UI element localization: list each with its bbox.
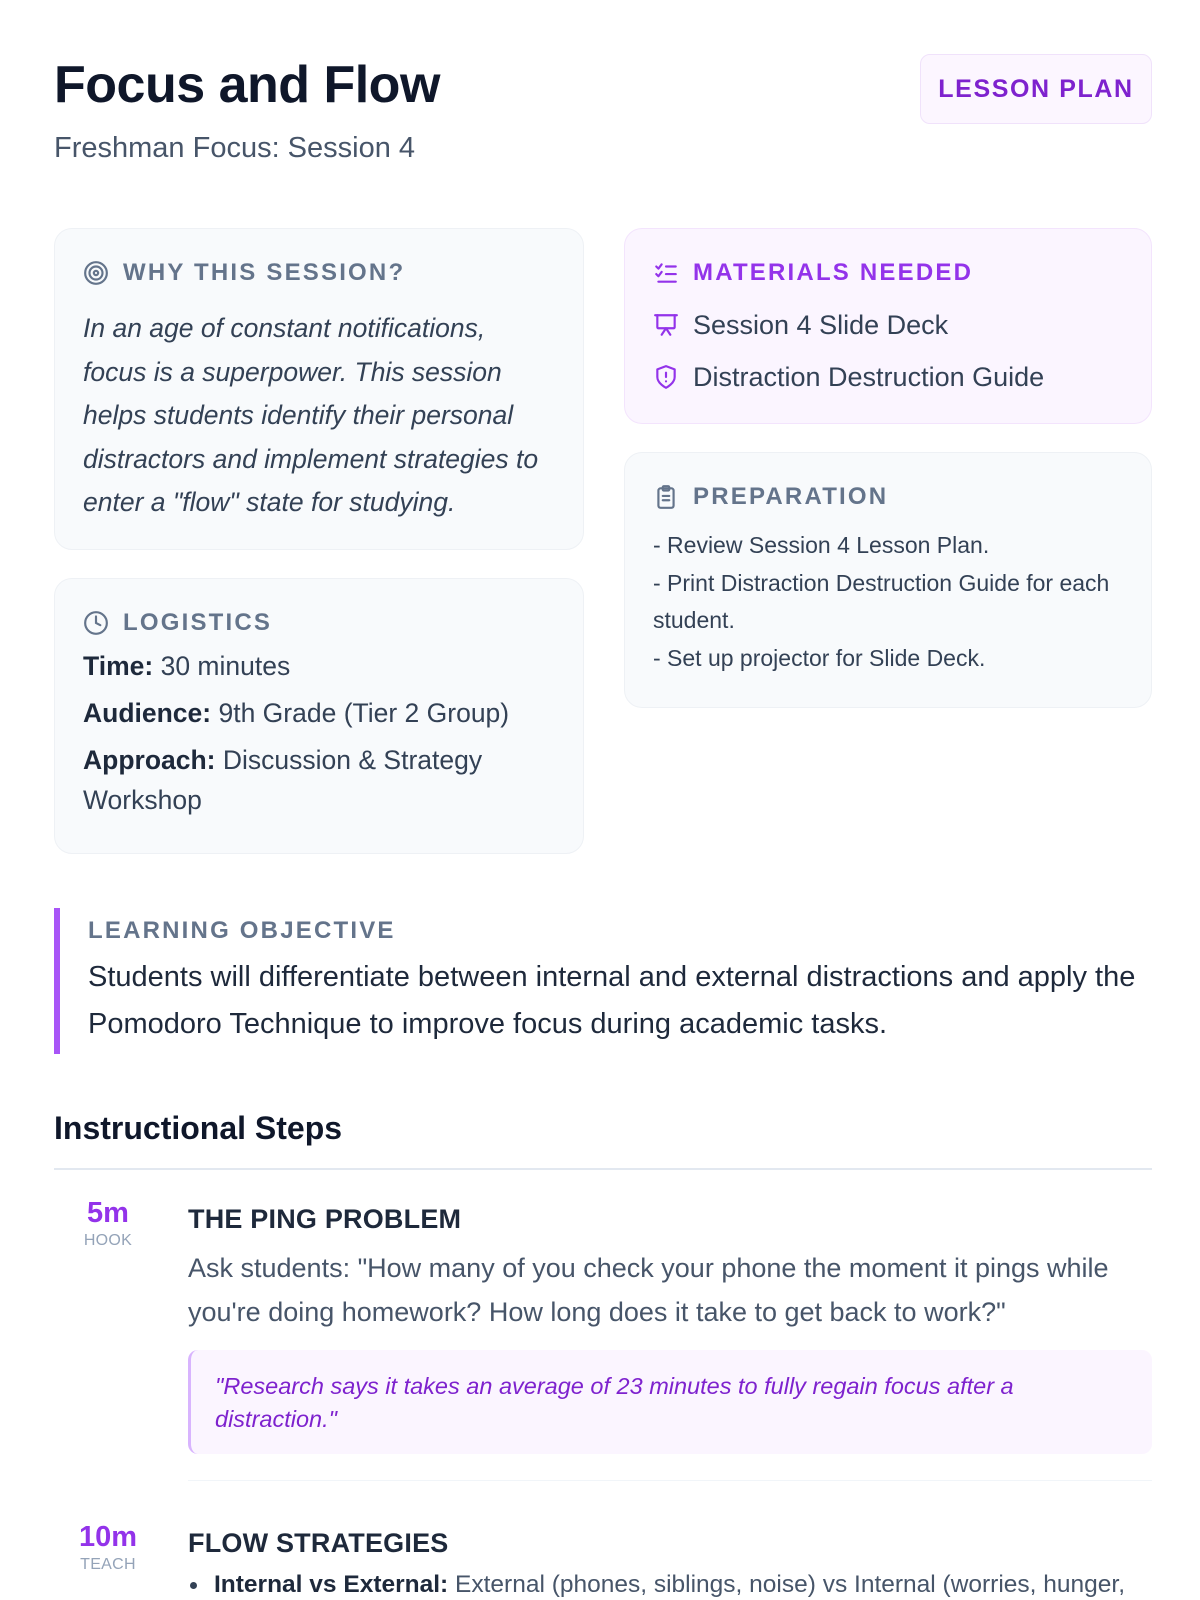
- preparation-line: - Review Session 4 Lesson Plan.: [653, 532, 990, 558]
- step-duration: [54, 1196, 162, 1252]
- clipboard-icon: [653, 484, 679, 510]
- step-bullets: [188, 1568, 1152, 1600]
- logistics-audience-value: 9th Grade (Tier 2 Group): [218, 698, 510, 728]
- page-subtitle: Freshman Focus: Session 4: [54, 132, 416, 164]
- material-item[interactable]: [653, 361, 1123, 393]
- lesson-header: [54, 54, 1152, 184]
- why-session-label: WHY THIS SESSION?: [123, 259, 406, 286]
- step-minutes: 5m: [87, 1197, 129, 1229]
- preparation-line: - Print Distraction Destruction Guide for each student.: [653, 569, 1110, 633]
- step-bullet-key: Internal vs External:: [214, 1571, 449, 1598]
- logistics-time-key: Time:: [83, 651, 154, 681]
- steps-divider: [54, 1168, 1152, 1170]
- logistics-card: [54, 578, 584, 854]
- preparation-line: - Set up projector for Slide Deck.: [653, 644, 986, 671]
- logistics-audience: [83, 693, 555, 733]
- preparation-list: [653, 527, 1123, 677]
- steps-title: Instructional Steps: [54, 1110, 343, 1146]
- clock-icon: [83, 610, 109, 636]
- material-label: Distraction Destruction Guide: [693, 361, 1045, 392]
- step-description: Ask students: "How many of you check your phone the moment it pings while you're doing homework? How long does it take to get back to work?": [188, 1253, 1109, 1327]
- page-title: Focus and Flow: [54, 56, 440, 114]
- step-body: [188, 1196, 1152, 1454]
- shield-alert-icon: [653, 364, 679, 390]
- why-session-card: [54, 228, 584, 550]
- lesson-plan-badge: LESSON PLAN: [920, 54, 1152, 124]
- learning-objective: [54, 908, 1152, 1054]
- materials-card: [624, 228, 1152, 424]
- step-bullet-value: External (phones, siblings, noise) vs Internal (worries, hunger,: [455, 1571, 1126, 1598]
- logistics-approach-key: Approach:: [83, 745, 216, 775]
- materials-heading: [653, 257, 1123, 289]
- logistics-time: [83, 646, 555, 686]
- step-phase: TEACH: [80, 1556, 136, 1573]
- why-session-heading: [83, 257, 555, 289]
- step-separator: [188, 1480, 1152, 1481]
- step-name: FLOW STRATEGIES: [188, 1528, 449, 1558]
- material-item[interactable]: [653, 309, 1123, 341]
- step-body: [188, 1520, 1152, 1600]
- logistics-time-value: 30 minutes: [160, 651, 291, 681]
- presentation-icon: [653, 312, 679, 338]
- preparation-heading: [653, 481, 1123, 513]
- learning-objective-label: LEARNING OBJECTIVE: [88, 917, 396, 944]
- step-duration: [54, 1520, 162, 1576]
- logistics-audience-key: Audience:: [83, 698, 212, 728]
- target-icon: [83, 260, 109, 286]
- step-phase: HOOK: [83, 1232, 133, 1249]
- materials-label: MATERIALS NEEDED: [693, 259, 974, 286]
- step-callout: "Research says it takes an average of 23 minutes to fully regain focus after a distraction.": [188, 1350, 1152, 1454]
- logistics-label: LOGISTICS: [123, 609, 273, 636]
- preparation-label: PREPARATION: [693, 483, 889, 510]
- checklist-icon: [653, 260, 679, 286]
- logistics-approach: [83, 740, 555, 820]
- preparation-card: [624, 452, 1152, 708]
- learning-objective-text: Students will differentiate between internal and external distractions and apply the Pomodoro Technique to improve focus during academic tasks.: [88, 961, 1136, 1040]
- logistics-heading: [83, 607, 555, 639]
- material-label: Session 4 Slide Deck: [693, 309, 949, 340]
- step-bullet: [188, 1568, 1152, 1600]
- step-name: THE PING PROBLEM: [188, 1204, 462, 1234]
- logistics-approach-value: Discussion & Strategy Workshop: [83, 745, 483, 815]
- step-minutes: 10m: [78, 1521, 138, 1553]
- why-session-text: In an age of constant notifications, focus is a superpower. This session helps students identify their personal distractors and implement strategies to enter a "flow" state for studying.: [83, 313, 539, 517]
